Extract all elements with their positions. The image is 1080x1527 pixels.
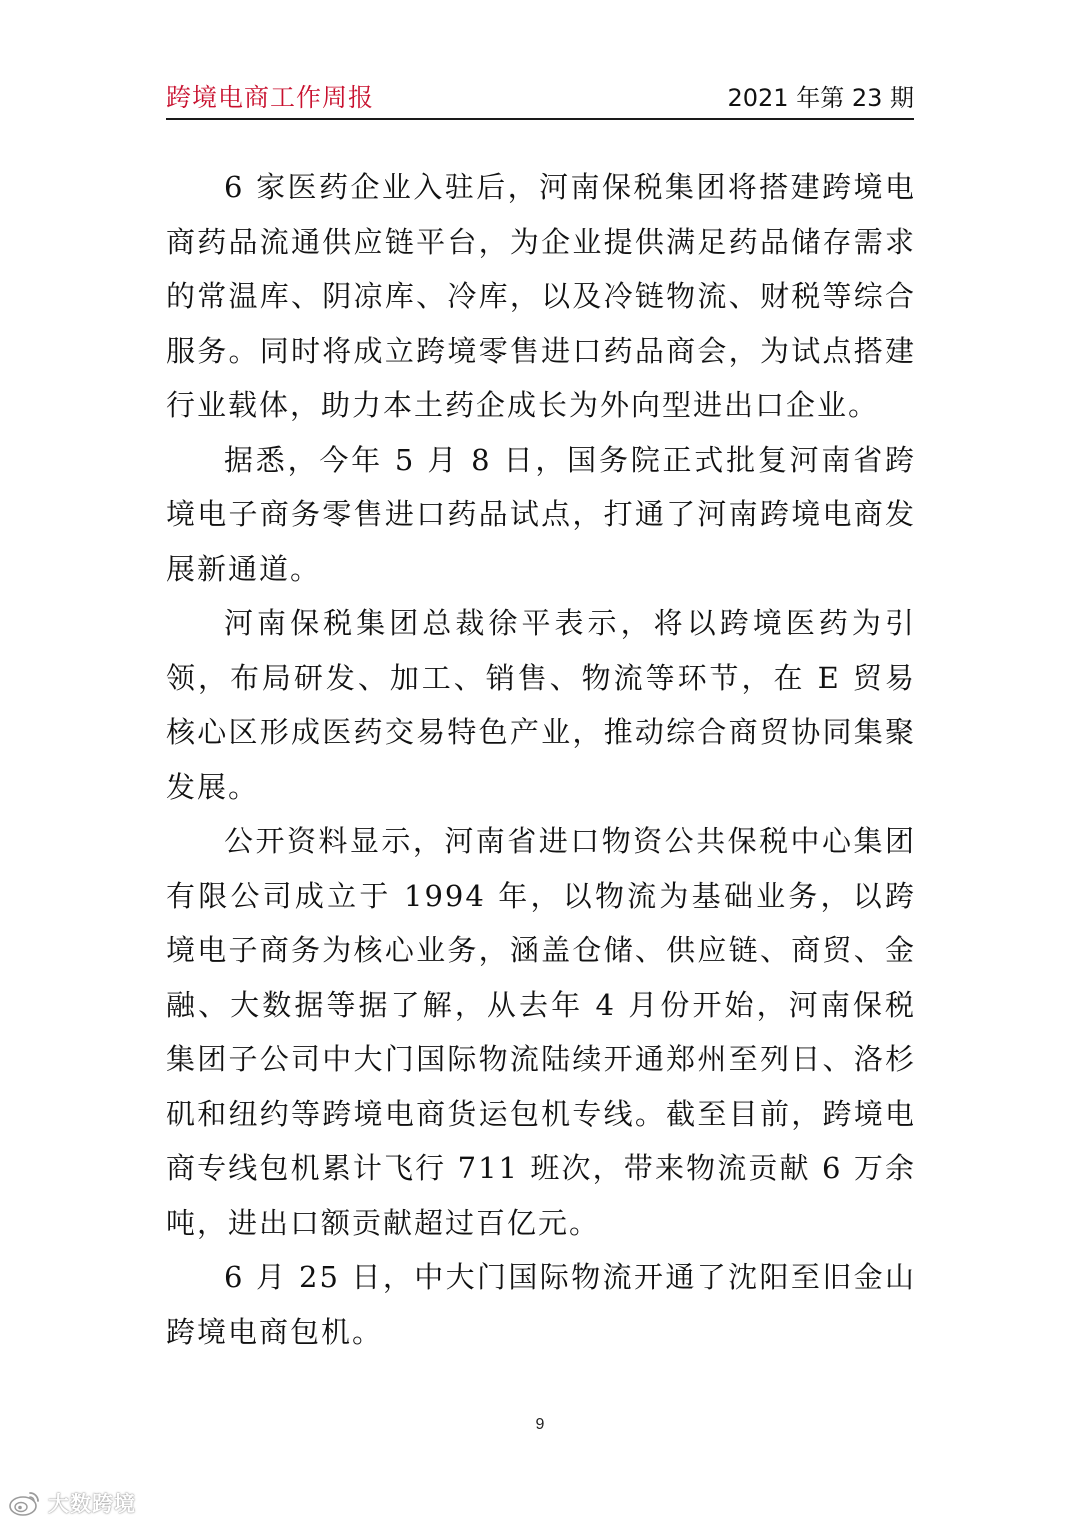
- issue-number: 2021 年第 23 期: [727, 84, 914, 112]
- paragraph-state-council-approval: 据悉，今年 5 月 8 日，国务院正式批复河南省跨境电子商务零售进口药品试点，打通了河南跨境电商发展新通道。: [166, 442, 916, 586]
- page-number: 9: [535, 1416, 545, 1433]
- article-body: [166, 160, 916, 1359]
- weibo-logo-icon: [8, 1489, 42, 1517]
- paragraph-president-statement: 河南保税集团总裁徐平表示，将以跨境医药为引领，布局研发、加工、销售、物流等环节，在 E 贸易核心区形成医药交易特色产业，推动综合商贸协同集聚发展。: [166, 606, 916, 804]
- paragraph-shenyang-route: 6 月 25 日，中大门国际物流开通了沈阳至旧金山跨境电商包机。: [166, 1260, 916, 1349]
- newsletter-title: 跨境电商工作周报: [166, 83, 375, 112]
- page-header: [166, 74, 914, 120]
- paragraph-pharma-platform: 6 家医药企业入驻后，河南保税集团将搭建跨境电商药品流通供应链平台，为企业提供满足药品储存需求的常温库、阴凉库、冷库，以及冷链物流、财税等综合服务。同时将成立跨境零售进口药品商会，为试点搭建行业载体，助力本土药企成长为外向型进出口企业。: [166, 170, 916, 422]
- watermark-text: 大数跨境: [48, 1492, 136, 1516]
- paragraph-company-profile: 公开资料显示，河南省进口物资公共保税中心集团有限公司成立于 1994 年，以物流为基础业务，以跨境电子商务为核心业务，涵盖仓储、供应链、商贸、金融、大数据等据了解，从去年 4 月份开始，河南保税集团子公司中大门国际物流陆续开通郑州至列日、洛杉矶和纽约等跨境电商货运包机专线。截至目前，跨境电商专线包机累计飞行 711 班次，带来物流贡献 6 万余吨，进出口额贡献超过百亿元。: [166, 824, 916, 1240]
- watermark: [8, 1488, 136, 1518]
